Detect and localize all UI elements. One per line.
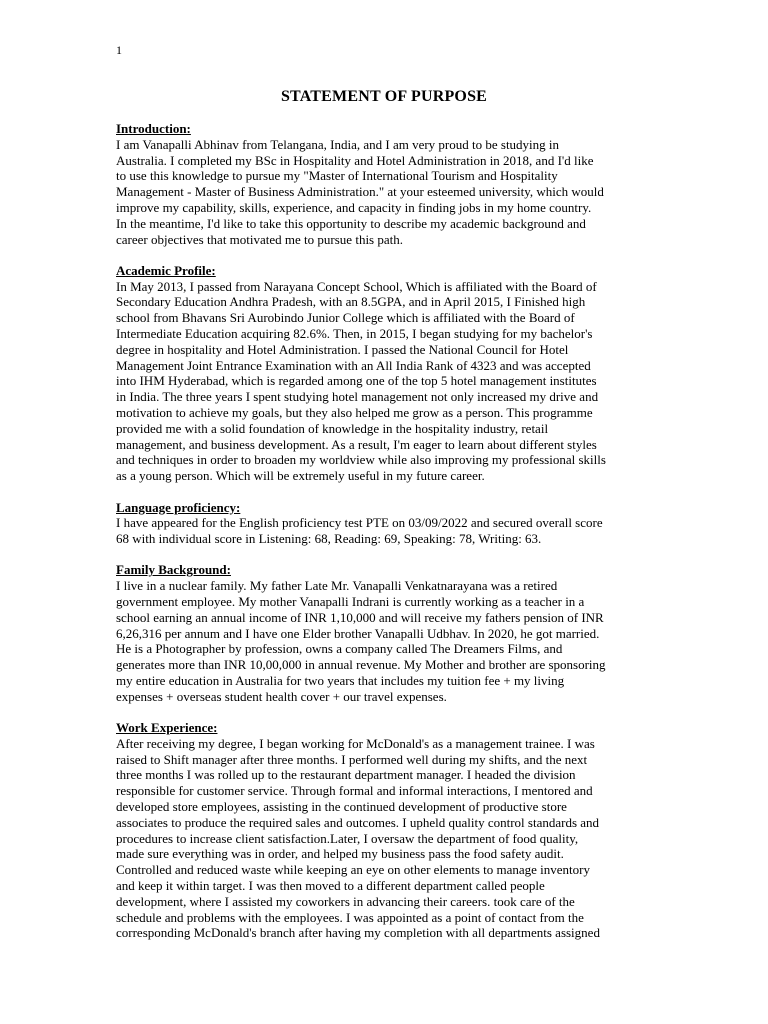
text-line: schedule and problems with the employees. I was appointed as a point of contact from the <box>116 909 584 925</box>
text-line: development, where I assisted my coworkers in advancing their careers. took care of the <box>116 893 575 909</box>
text-line: I have appeared for the English proficiency test PTE on 03/09/2022 and secured overall score <box>116 515 603 531</box>
text-line: Secondary Education Andhra Pradesh, with an 8.5GPA, and in April 2015, I Finished high <box>116 294 586 310</box>
section-introduction <box>116 121 656 247</box>
text-line: raised to Shift manager after three months. I performed well during my shifts, and the next <box>116 751 588 767</box>
text-line: Intermediate Education acquiring 82.6%. Then, in 2015, I began studying for my bachelor's <box>116 326 593 342</box>
text-line: After receiving my degree, I began working for McDonald's as a management trainee. I was <box>116 735 595 751</box>
text-line: in India. The three years I spent studying hotel management not only increased my drive and <box>116 389 599 405</box>
text-line: I live in a nuclear family. My father Late Mr. Vanapalli Venkatnarayana was a retired <box>116 578 558 594</box>
text-line: motivation to achieve my goals, but they also helped me grow as a person. This programme <box>116 405 593 421</box>
text-line: 6,26,316 per annum and I have one Elder brother Vanapalli Udbhav. In 2020, he got married. <box>116 625 600 641</box>
text-line: into IHM Hyderabad, which is regarded among one of the top 5 hotel management institutes <box>116 373 597 389</box>
text-line: procedures to increase client satisfaction.Later, I oversaw the department of food quality, <box>116 830 579 846</box>
section-heading: Language proficiency: <box>116 499 241 515</box>
text-line: I am Vanapalli Abhinav from Telangana, India, and I am very proud to be studying in <box>116 136 560 152</box>
text-line: as a young person. Which will be extremely useful in my future career. <box>116 468 485 484</box>
text-line: generates more than INR 10,00,000 in annual revenue. My Mother and brother are sponsoring <box>116 657 606 673</box>
section-heading: Academic Profile: <box>116 262 216 278</box>
document-body <box>116 121 656 957</box>
text-line: and techniques in order to broaden my worldview while also improving my professional skills <box>116 452 606 468</box>
text-line: to use this knowledge to pursue my "Master of International Tourism and Hospitality <box>116 168 558 184</box>
text-line: He is a Photographer by profession, owns a company called The Dreamers Films, and <box>116 641 563 657</box>
text-line: responsible for customer service. Through formal and informal interactions, I mentored and <box>116 783 593 799</box>
text-line: degree in hospitality and Hotel Administration. I passed the National Council for Hotel <box>116 341 569 357</box>
text-line: provided me with a solid foundation of knowledge in the hospitality industry, retail <box>116 420 549 436</box>
section-paragraph <box>116 279 656 484</box>
text-line: management, and business development. As a result, I'm eager to learn about different styles <box>116 436 597 452</box>
text-line: Australia. I completed my BSc in Hospitality and Hotel Administration in 2018, and I'd like <box>116 152 594 168</box>
text-line: corresponding McDonald's branch after having my completion with all departments assigned <box>116 925 600 941</box>
text-line: Management - Master of Business Administration." at your esteemed university, which would <box>116 184 604 200</box>
text-line: career objectives that motivated me to pursue this path. <box>116 231 403 247</box>
text-line: developed store employees, assisting in the continued development of productive store <box>116 799 567 815</box>
text-line: expenses + overseas student health cover + our travel expenses. <box>116 688 447 704</box>
document-title: STATEMENT OF PURPOSE <box>280 88 488 105</box>
text-line: three months I was rolled up to the restaurant department manager. I headed the division <box>116 767 576 783</box>
text-line: In the meantime, I'd like to take this opportunity to describe my academic background and <box>116 215 586 231</box>
text-line: associates to produce the required sales and outcomes. I upheld quality control standards and <box>116 814 600 830</box>
section-work-experience <box>116 720 656 941</box>
text-line: government employee. My mother Vanapalli Indrani is currently working as a teacher in a <box>116 594 585 610</box>
text-line: school earning an annual income of INR 1,10,000 and will receive my fathers pension of INR <box>116 609 604 625</box>
page-number: 1 <box>116 43 122 57</box>
section-language-proficiency <box>116 500 656 547</box>
section-paragraph <box>116 137 656 248</box>
text-line: Management Joint Entrance Examination with an All India Rank of 4323 and was accepted <box>116 357 591 373</box>
section-heading: Introduction: <box>116 121 191 136</box>
text-line: made sure everything was in order, and helped my business pass the food safety audit. <box>116 846 564 862</box>
section-paragraph <box>116 515 656 547</box>
section-paragraph <box>116 736 656 941</box>
section-heading: Work Experience: <box>116 720 218 736</box>
section-family-background <box>116 562 656 704</box>
text-line: school from Bhavans Sri Aurobindo Junior College which is affiliated with the Board of <box>116 310 575 326</box>
text-line: Controlled and reduced waste while keeping an eye on other elements to manage inventory <box>116 862 590 878</box>
text-line: and keep it within target. I was then moved to a different department called people <box>116 878 545 894</box>
text-line: improve my capability, skills, experience, and capacity in finding jobs in my home country. <box>116 199 592 215</box>
text-line: In May 2013, I passed from Narayana Concept School, Which is affiliated with the Board of <box>116 278 597 294</box>
section-academic-profile <box>116 263 656 484</box>
section-paragraph <box>116 578 656 704</box>
section-heading: Family Background: <box>116 562 231 578</box>
text-line: my entire education in Australia for two years that includes my tuition fee + my living <box>116 673 565 688</box>
text-line: 68 with individual score in Listening: 68, Reading: 69, Speaking: 78, Writing: 63. <box>116 531 542 547</box>
